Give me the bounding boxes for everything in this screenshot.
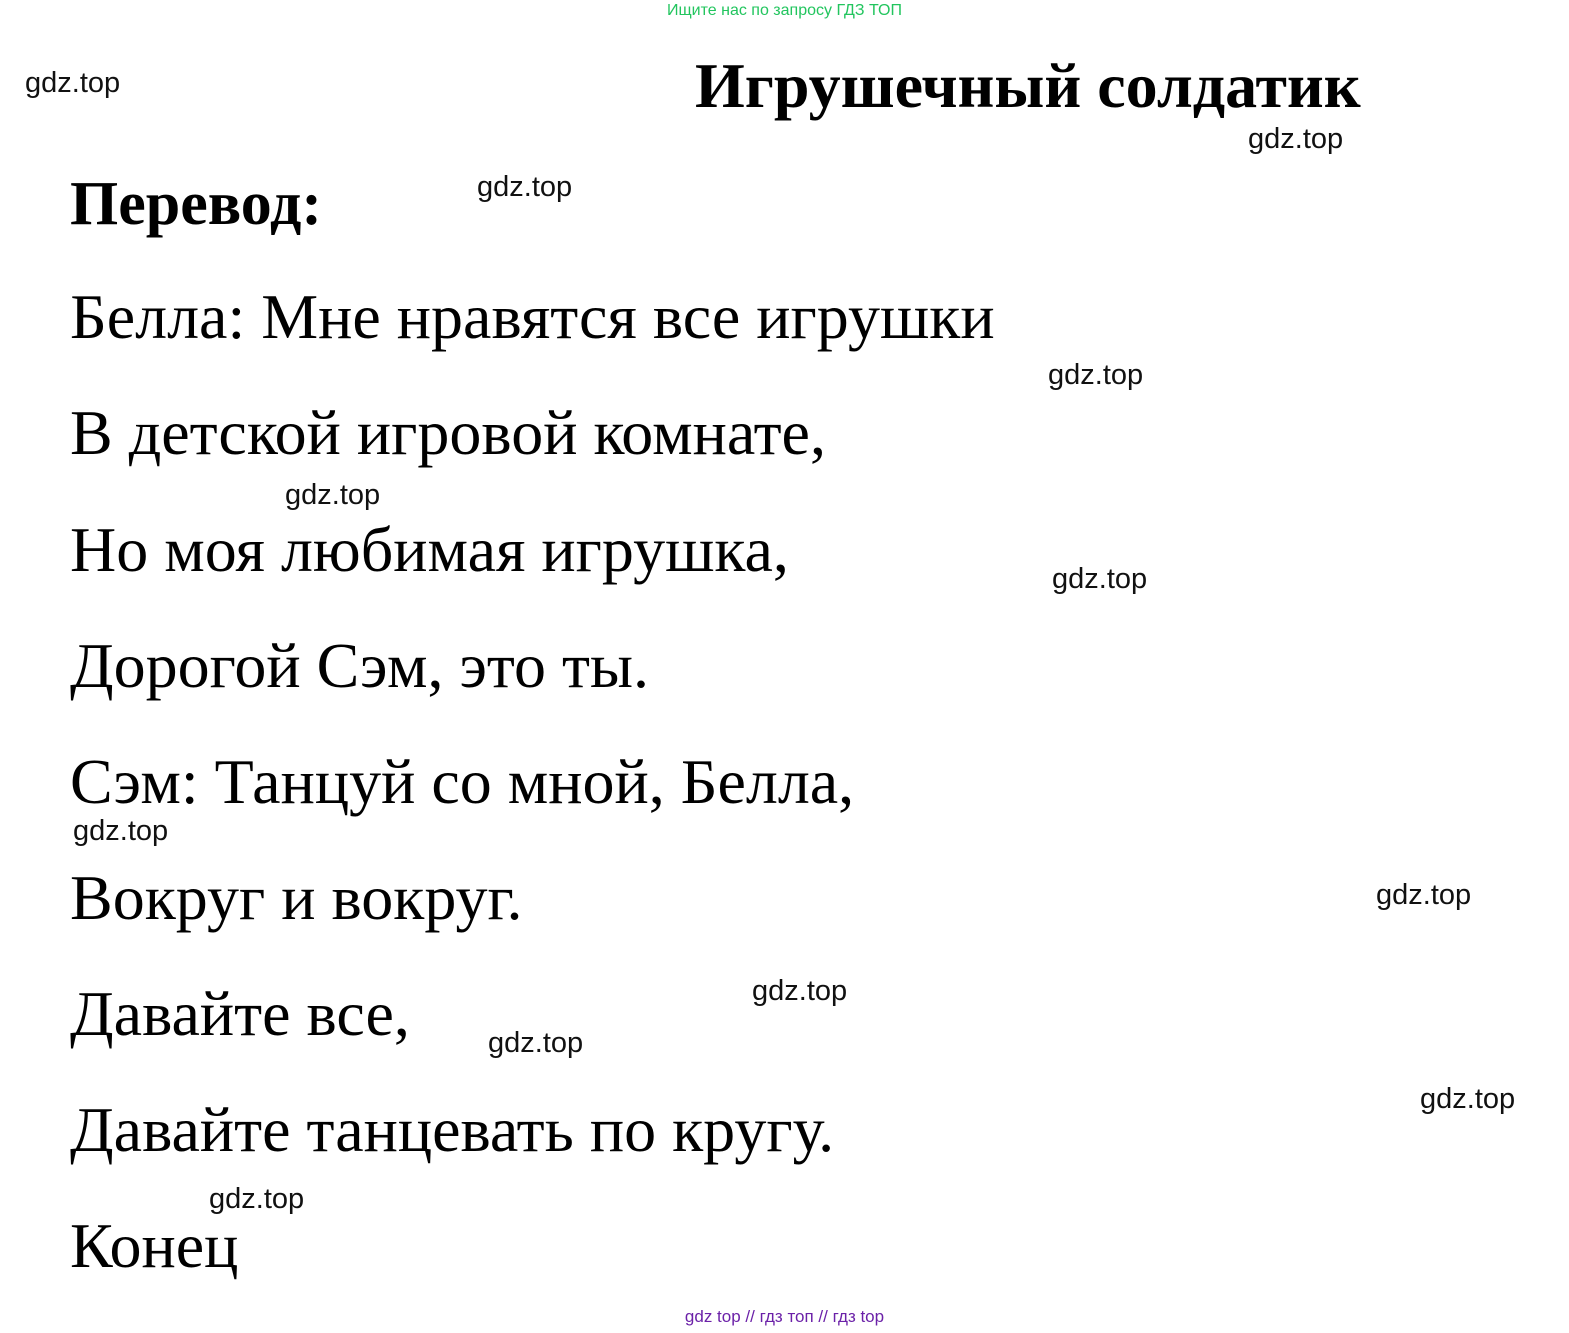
watermark: gdz.top — [1248, 123, 1344, 155]
watermark: gdz.top — [1052, 563, 1148, 595]
translation-heading: Перевод: — [70, 170, 323, 238]
watermark: gdz.top — [1420, 1083, 1516, 1115]
poem-line: Давайте все, — [70, 978, 410, 1049]
watermark: gdz.top — [209, 1183, 305, 1215]
page-title: Игрушечный солдатик — [695, 50, 1361, 121]
poem-line: Дорогой Сэм, это ты. — [70, 630, 649, 701]
poem-line: Давайте танцевать по кругу. — [70, 1094, 835, 1165]
poem-line: Вокруг и вокруг. — [70, 862, 523, 933]
watermark: gdz.top — [752, 975, 848, 1007]
poem-line: Белла: Мне нравятся все игрушки — [70, 281, 995, 352]
watermark: gdz.top — [25, 67, 121, 99]
watermark: gdz.top — [1048, 359, 1144, 391]
poem-line-end: Конец — [70, 1210, 239, 1281]
poem-line: Сэм: Танцуй со мной, Белла, — [70, 746, 855, 817]
watermark: gdz.top — [1376, 879, 1472, 911]
poem-line: В детской игровой комнате, — [70, 397, 826, 468]
watermark: gdz.top — [477, 171, 573, 203]
watermark: gdz.top — [488, 1027, 584, 1059]
footer-watermark: gdz top // гдз топ // гдз top — [684, 1307, 885, 1326]
watermark: gdz.top — [73, 815, 169, 847]
search-banner: Ищите нас по запросу ГДЗ ТОП — [667, 2, 902, 19]
poem-line: Но моя любимая игрушка, — [70, 514, 789, 585]
watermark: gdz.top — [285, 479, 381, 511]
